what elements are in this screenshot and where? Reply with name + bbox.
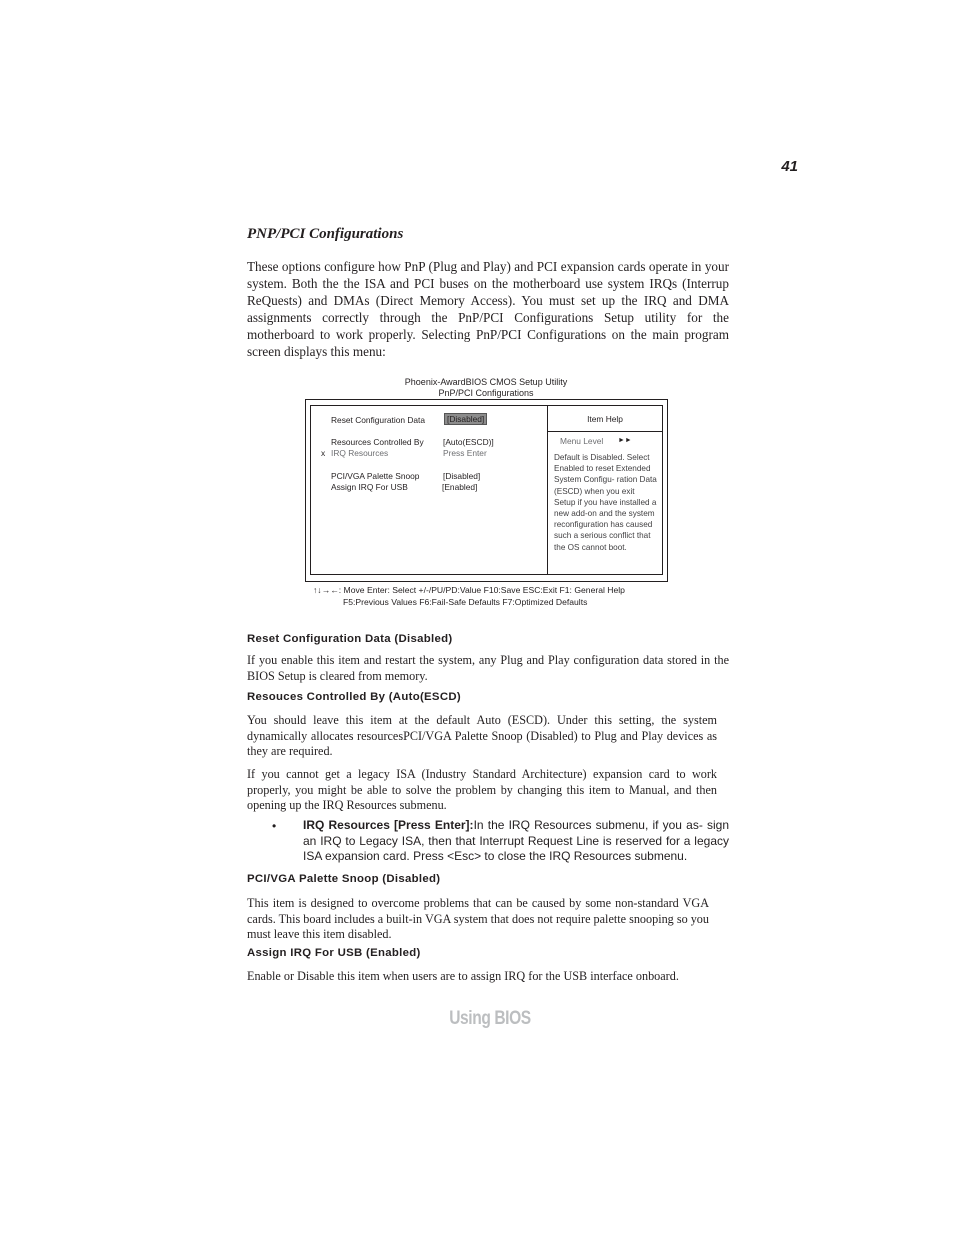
menu-level-label: Menu Level [560, 436, 604, 446]
section-title: PNP/PCI Configurations [247, 226, 404, 242]
bios-keys-line-1: ↑↓→←: Move Enter: Select +/-/PU/PD:Value F10:Save ESC:Exit F1: General Help [313, 585, 625, 595]
paragraph-palette-snoop: This item is designed to overcome problems that can be caused by some non-standard VGA cards. This board includes a built-in VGA system that does not require palette snooping so you must leave this item disabled. [247, 896, 709, 941]
bios-item-label: PCI/VGA Palette Snoop [331, 471, 420, 481]
bullet-irq-resources [303, 818, 729, 865]
heading-resources-controlled: Resouces Controlled By (Auto(ESCD) [247, 691, 461, 703]
page-number: 41 [781, 158, 798, 175]
bios-help-panel [547, 405, 663, 575]
menu-level-arrow-icon: ►► [618, 437, 632, 444]
bios-menu-panel [310, 405, 548, 575]
heading-assign-irq-usb: Assign IRQ For USB (Enabled) [247, 947, 421, 959]
bios-item-label: IRQ Resources [331, 448, 389, 458]
bios-item-label: Reset Configuration Data [331, 415, 426, 425]
heading-reset-configuration: Reset Configuration Data (Disabled) [247, 633, 453, 645]
paragraph-resources-2: If you cannot get a legacy ISA (Industry Standard Architecture) expansion card to work properly, you might be able to solve the problem by changing this item to Manual, and then opening up the IRQ Resources submenu. [247, 767, 717, 812]
bios-item-label: Resources Controlled By [331, 437, 424, 447]
bios-item-value[interactable]: [Disabled] [443, 471, 481, 481]
bios-keys-line-2: F5:Previous Values F6:Fail-Safe Defaults F7:Optimized Defaults [343, 597, 588, 607]
paragraph-reset-configuration: If you enable this item and restart the system, any Plug and Play configuration data stored in the BIOS Setup is cleared from memory. [247, 653, 729, 683]
item-help-title: Item Help [587, 414, 623, 424]
intro-paragraph: These options configure how PnP (Plug and Play) and PCI expansion cards operate in your system. Both the the ISA and PCI buses on the motherboard use system IRQs (Interrup ReQuests) and DMAs (Direct Memory Access). You must set up the IRQ and DMA assignments correctly through the PnP/PCI Configurations Setup utility for the motherboard to work properly. Selecting PnP/PCI Configurations on the main program screen displays this menu: [247, 259, 729, 359]
bios-screen [305, 399, 668, 582]
paragraph-assign-irq-usb: Enable or Disable this item when users are to assign IRQ for the USB interface onboard. [247, 969, 679, 983]
bios-item-value[interactable]: [Enabled] [442, 482, 478, 492]
item-help-text: Default is Disabled. Select Enabled to reset Extended System Configu- ration Data (ESCD) when you exit Setup if you have installed a new add-on and the system reconfiguration has caused such a serious conflict that the OS cannot boot. [554, 453, 657, 552]
help-divider [548, 431, 662, 432]
heading-palette-snoop: PCI/VGA Palette Snoop (Disabled) [247, 873, 441, 885]
bios-subtitle: PnP/PCI Configurations [438, 388, 534, 398]
bios-item-label: Assign IRQ For USB [331, 482, 408, 492]
bullet-body: In the IRQ Resources submenu, if you as- sign an IRQ to Legacy ISA, then that Interrupt Request Line is reserved for a legacy ISA expansion card. Press <Esc> to close the IRQ Resources submenu. [303, 818, 729, 863]
bios-item-value[interactable]: [Auto(ESCD)] [443, 437, 494, 447]
paragraph-resources-1: You should leave this item at the default Auto (ESCD). Under this setting, the system dynamically allocates resourcesPCI/VGA Palette Snoop (Disabled) to Plug and Play devices as they are required. [247, 713, 717, 758]
bios-item-marker: x [321, 448, 326, 458]
footer-chapter-title: Using BIOS [449, 1008, 531, 1029]
bullet-label: IRQ Resources [Press Enter]: [303, 818, 474, 832]
bios-item-value-selected[interactable]: [Disabled] [444, 413, 487, 425]
bios-item-value[interactable]: Press Enter [443, 448, 487, 458]
bullet-icon: • [272, 819, 277, 833]
bios-title: Phoenix-AwardBIOS CMOS Setup Utility [404, 377, 568, 387]
